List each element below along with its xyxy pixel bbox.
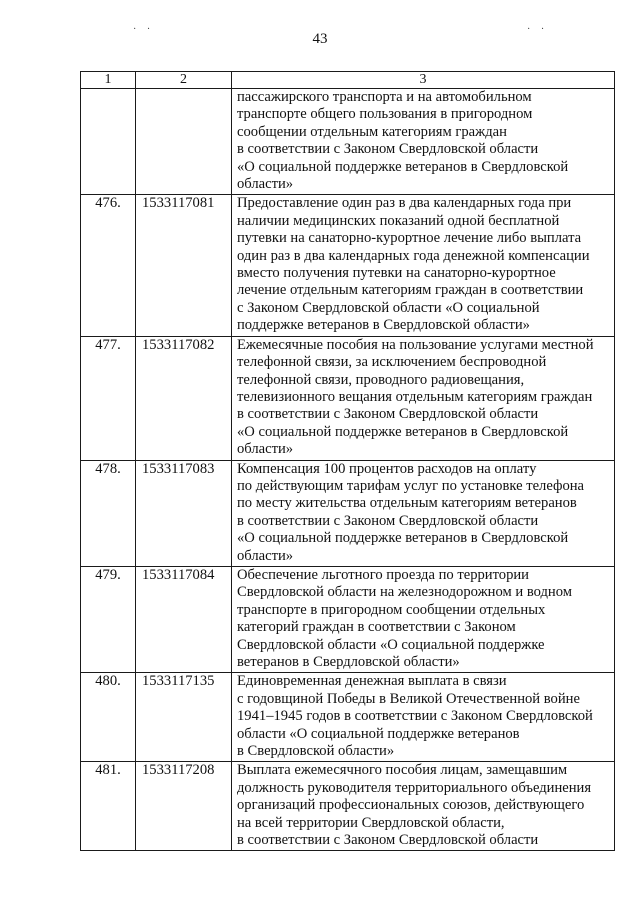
description-line: телефонной связи, проводного радиовещания, xyxy=(237,371,525,388)
row-number-cell: 478. xyxy=(81,460,136,566)
description-line: по месту жительства отдельным категориям ветеранов xyxy=(237,495,577,512)
row-number-cell: 479. xyxy=(81,566,136,672)
row-code-cell xyxy=(136,89,232,195)
description-line: поддержке ветеранов в Свердловской области» xyxy=(237,317,530,334)
row-code-cell: 1533117081 xyxy=(136,195,232,336)
row-description-cell xyxy=(232,336,615,460)
description-line: с Законом Свердловской области «О социальной xyxy=(237,299,540,316)
table-row xyxy=(81,89,615,195)
row-code-cell: 1533117083 xyxy=(136,460,232,566)
description-line: Обеспечение льготного проезда по территории xyxy=(237,566,529,583)
description-line: Свердловской области на железнодорожном и водном xyxy=(237,584,572,601)
description-line: телевизионного вещания отдельным категориям граждан xyxy=(237,388,593,405)
description-line: категорий граждан в соответствии с Законом xyxy=(237,619,516,636)
description-line: вместо получения путевки на санаторно-курортное xyxy=(237,265,556,282)
scan-mark-left: · · xyxy=(133,24,155,35)
description-line: пассажирского транспорта и на автомобильном xyxy=(237,89,532,105)
table-row xyxy=(81,336,615,460)
row-description-cell xyxy=(232,762,615,851)
description-line: области» xyxy=(237,176,294,193)
row-description-cell xyxy=(232,566,615,672)
row-number-cell xyxy=(81,89,136,195)
row-number-cell: 476. xyxy=(81,195,136,336)
description-line: транспорте в пригородном сообщении отдельных xyxy=(237,601,546,618)
description-line: ветеранов в Свердловской области» xyxy=(237,654,460,670)
description-line: области» xyxy=(237,547,294,564)
table-row xyxy=(81,673,615,762)
description-line: наличии медицинских показаний одной бесплатной xyxy=(237,212,560,229)
description-line: в Свердловской области» xyxy=(237,743,395,760)
description-line: организаций профессиональных союзов, действующего xyxy=(237,797,585,814)
description-line: телефонной связи, за исключением беспроводной xyxy=(237,354,547,371)
description-line: сообщении отдельным категориям граждан xyxy=(237,123,507,140)
description-line: области» xyxy=(237,441,294,458)
row-description-cell xyxy=(232,89,615,195)
scan-mark-right: · · xyxy=(527,24,549,35)
row-code-cell: 1533117208 xyxy=(136,762,232,851)
description-line: путевки на санаторно-курортное лечение либо выплата xyxy=(237,230,582,247)
registry-table xyxy=(80,71,615,851)
description-line: транспорте общего пользования в пригородном xyxy=(237,106,533,123)
row-description-cell xyxy=(232,195,615,336)
column-header-3: 3 xyxy=(232,72,615,89)
description-line: в соответствии с Законом Свердловской области xyxy=(237,832,539,849)
description-line: на всей территории Свердловской области, xyxy=(237,814,505,831)
description-line: Ежемесячные пособия на пользование услугами местной xyxy=(237,336,594,353)
description-line: с годовщиной Победы в Великой Отечественной войне xyxy=(237,690,580,707)
row-code-cell: 1533117084 xyxy=(136,566,232,672)
description-line: Выплата ежемесячного пособия лицам, замещавшим xyxy=(237,762,568,779)
row-number-cell: 480. xyxy=(81,673,136,762)
description-line: «О социальной поддержке ветеранов в Свердловской xyxy=(237,158,569,175)
description-line: Свердловской области «О социальной поддержке xyxy=(237,636,545,653)
description-line: в соответствии с Законом Свердловской области xyxy=(237,512,539,529)
table-row xyxy=(81,762,615,851)
column-header-2: 2 xyxy=(136,72,232,89)
table-body xyxy=(81,89,615,851)
description-line: один раз в два календарных года денежной компенсации xyxy=(237,247,590,264)
description-line: Единовременная денежная выплата в связи xyxy=(237,673,507,690)
row-code-cell: 1533117082 xyxy=(136,336,232,460)
row-code-cell: 1533117135 xyxy=(136,673,232,762)
table-row xyxy=(81,566,615,672)
row-description-cell xyxy=(232,673,615,762)
table-header-row xyxy=(81,72,615,89)
description-line: в соответствии с Законом Свердловской области xyxy=(237,141,539,158)
row-number-cell: 477. xyxy=(81,336,136,460)
page-number: 43 xyxy=(312,31,328,47)
description-line: лечение отдельным категориям граждан в соответствии xyxy=(237,282,584,299)
description-line: по действующим тарифам услуг по установке телефона xyxy=(237,477,585,494)
description-line: области «О социальной поддержке ветеранов xyxy=(237,725,520,742)
description-line: 1941–1945 годов в соответствии с Законом Свердловской xyxy=(237,708,593,725)
description-line: должность руководителя территориального объединения xyxy=(237,779,592,796)
column-header-1: 1 xyxy=(81,72,136,89)
description-line: в соответствии с Законом Свердловской области xyxy=(237,406,539,423)
row-description-cell xyxy=(232,460,615,566)
table-row xyxy=(81,195,615,336)
description-line: «О социальной поддержке ветеранов в Свердловской xyxy=(237,530,569,547)
description-line: Компенсация 100 процентов расходов на оплату xyxy=(237,460,537,477)
row-number-cell: 481. xyxy=(81,762,136,851)
description-line: Предоставление один раз в два календарных года при xyxy=(237,195,572,212)
table-row xyxy=(81,460,615,566)
description-line: «О социальной поддержке ветеранов в Свердловской xyxy=(237,423,569,440)
